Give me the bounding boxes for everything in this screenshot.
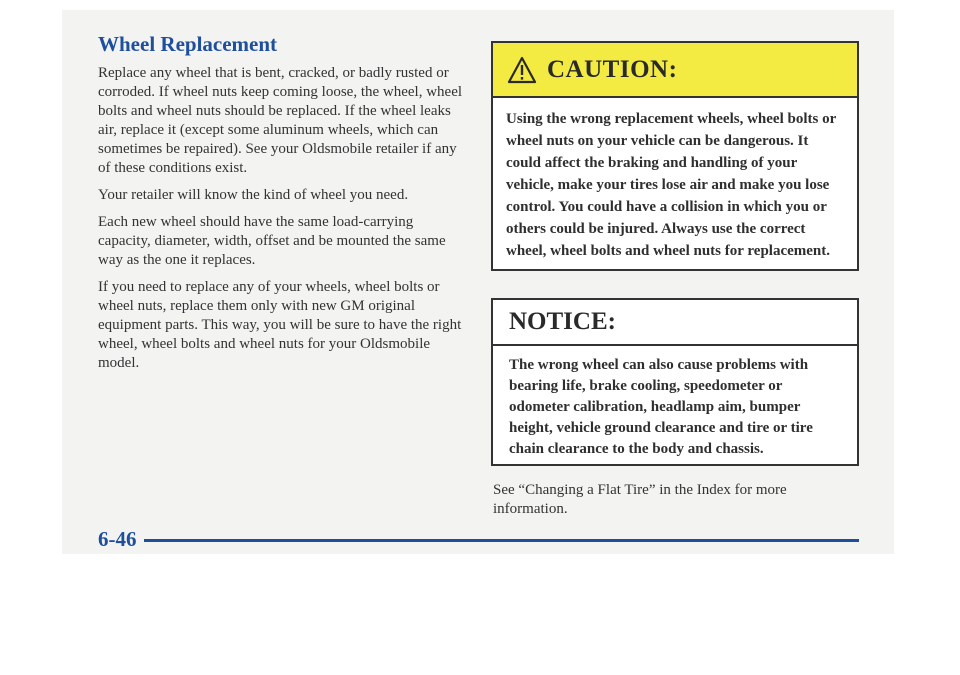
see-also-text: See “Changing a Flat Tire” in the Index for more information. <box>493 482 787 517</box>
notice-text: The wrong wheel can also cause problems with bearing life, brake cooling, speedometer or odometer calibration, headlamp aim, bumper height, vehicle ground clearance and tire or tire chain clearance to the body and chassis. <box>509 357 813 457</box>
caution-title: CAUTION: <box>547 55 678 83</box>
notice-header <box>493 300 857 346</box>
notice-box <box>491 298 859 466</box>
paragraph-replace-wheel: Replace any wheel that is bent, cracked, or badly rusted or corroded. If wheel nuts keep coming loose, the wheel, wheel bolts and wheel nuts should be replaced. If the wheel leaks air, replace it (except some aluminum wheels, which can sometimes be repaired). See your Oldsmobile retailer if any of these conditions exist. <box>98 65 463 176</box>
notice-title: NOTICE: <box>509 308 616 335</box>
paragraph-gm-parts: If you need to replace any of your wheels, wheel bolts or wheel nuts, replace them only with new GM original equipment parts. This way, you will be sure to have the right wheel, wheel bolts and wheel nuts for your Oldsmobile model. <box>98 279 462 371</box>
caution-header <box>493 43 857 98</box>
page-number: 6-46 <box>98 527 137 551</box>
caution-text: Using the wrong replacement wheels, wheel bolts or wheel nuts on your vehicle can be dangerous. It could affect the braking and handling of your vehicle, make your tires lose air and make you lose control. You could have a collision in which you or others could be injured. Always use the correct wheel, wheel bolts and wheel nuts for replacement. <box>506 111 836 259</box>
paragraph-new-wheel: Each new wheel should have the same load-carrying capacity, diameter, width, offset and be mounted the same way as the one it replaces. <box>98 214 446 268</box>
left-column <box>98 64 468 381</box>
section-title: Wheel Replacement <box>98 32 278 56</box>
footer-rule <box>144 539 859 542</box>
paragraph-retailer: Your retailer will know the kind of wheel you need. <box>98 187 409 203</box>
warning-triangle-icon <box>507 56 537 84</box>
caution-box <box>491 41 859 271</box>
